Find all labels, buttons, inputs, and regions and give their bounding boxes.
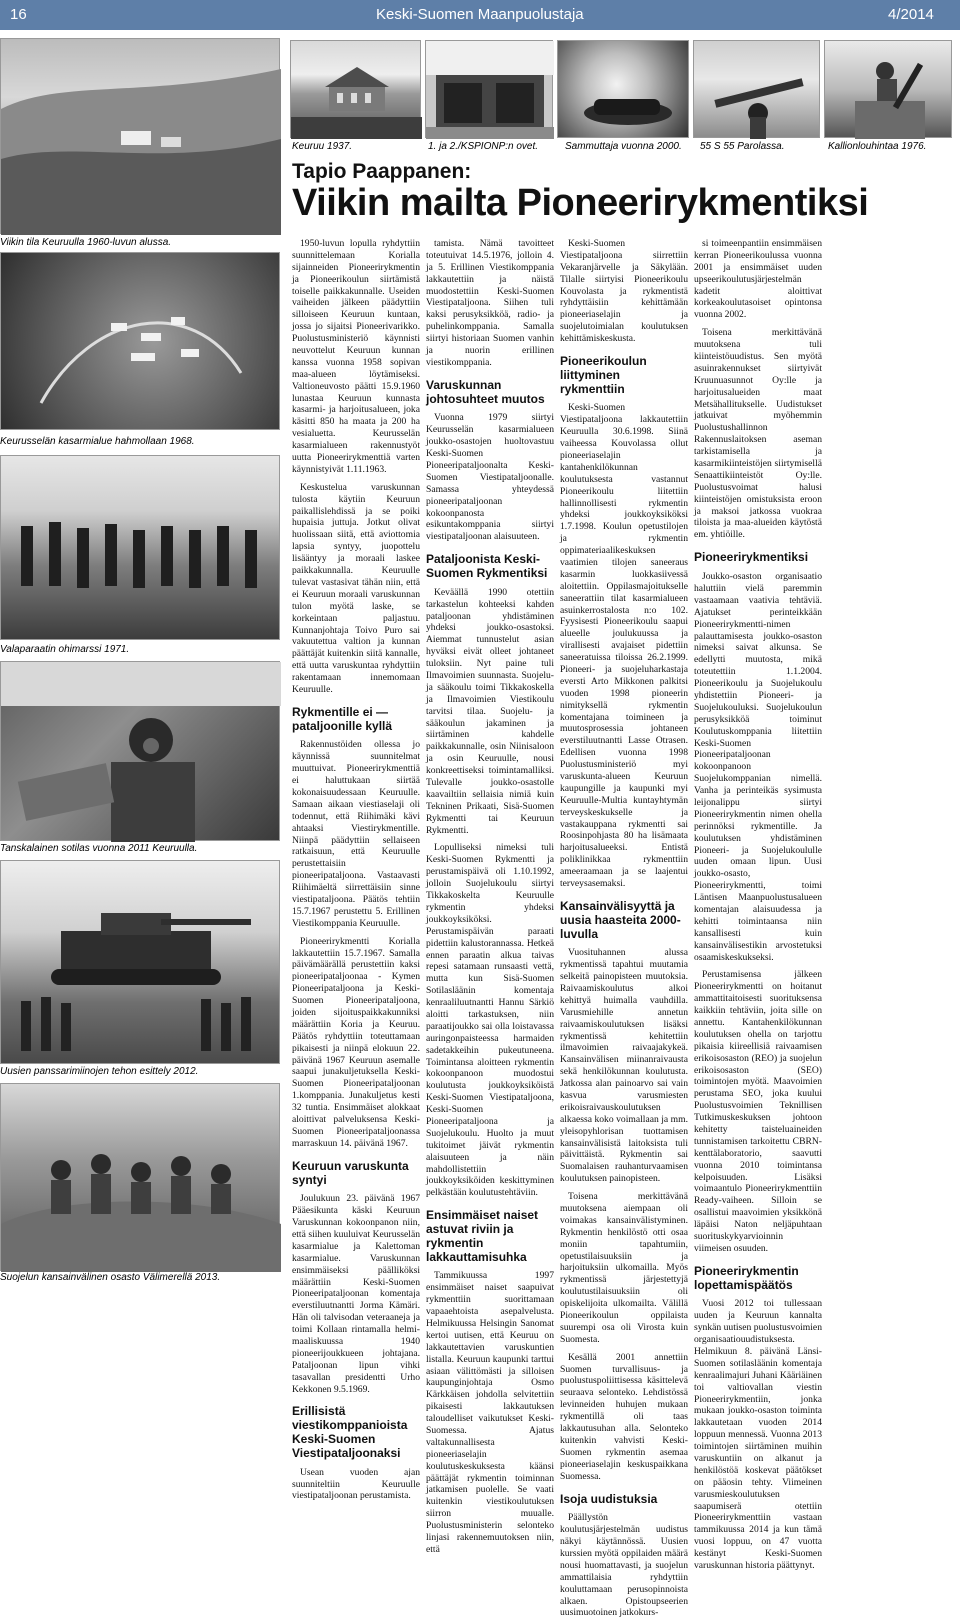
caption-photo-4: 55 S 55 Parolassa. — [700, 141, 785, 152]
photo-55s55 — [693, 40, 820, 138]
subheading: Pioneerikoulun liittyminen rykmenttiin — [560, 354, 647, 396]
photo-kasarmialue — [0, 252, 280, 430]
photo-keuruu-1937 — [290, 40, 421, 138]
subheading: Pioneerirykmentin lopettamispäätös — [694, 1263, 799, 1292]
subheading: Varuskunnan johtosuhteet muutos — [426, 377, 545, 406]
subheading: Erillisistä viestikomppanioista Keski-Suomen Viestipataljoonaksi — [292, 1404, 408, 1460]
paragraph: Toisena merkittävänä muutoksena tuli kiinteistöuudistus. Sen myötä asuinrakennukset siirtyivät Kruunuasunnot Oy:lle ja harjoitusalueiden maat Metsähallitukselle. Uudistukset jatkuivat myöhemmin Puolustushallinnon Rakennuslaitoksen aseman tarkistamisella ja kasarmikiinteistöjen siirtymisellä Senaattikiinteistöt Oy:lle. Puolustusvoimat halusi kiinteistöjen omistuksista eroon ja maksoi jatkossa vuokraa tiloista ja maa-alueiden käytöstä em. yhtiöille. — [694, 327, 822, 541]
article-title: Viikin mailta Pioneerirykmentiksi — [292, 182, 869, 224]
paragraph: tamista. Nämä tavoitteet toteutuivat 14.5.1976, jolloin 4. ja 5. Erillinen Viestikomppania lakkautettiin ja näistä muodostettiin Keski-Suomen Viestipataljoona. Siihen tuli kaksi perusyksikköä, radio- ja puhelinkomppania. Samalla siirtyi historiaan Suomen vanhin ja nuorin erillinen viestikomppania. — [426, 238, 554, 368]
paragraph: Päällystön koulutusjärjestelmän uudistus näkyi käytännössä. Uusien kurssien myötä oppilaiden määrä nousi huomattavasti, ja suojelun ammattilaisia ryhdyttiin kouluttamaan perusopinnoista alkaen. Opistoupseerien uusimuotoinen jatkokurs- — [560, 1512, 688, 1619]
caption-photo-2: 1. ja 2./KSPIONP:n ovet. — [428, 141, 539, 152]
paragraph: Joukko-osaston organisaatio haluttiin vielä paremmin vastaamaan vaativia tehtäviä. Ajatukset perinteikkään Pioneerirykmentti-nimen palauttamisesta joukko-osaston nimeksi saivat alkunsa. Se edellytti muutosta, mikä toteutettiin 1.1.2004. Pioneerikoulu ja Suojelukoulu yhdistettiin Pioneeri- ja Suojelukouluksi. Suojelukoulun perusyksikköä toiminut Koulutuskomppania liitettiin Keski-Suomen Pioneeripataljoonan kokoonpanoon Suojelukomppanian nimellä. Vanha ja perinteikäs sysimusta leijonalippu siirtyi Pioneerirykmentin nimen ohella perinnöksi rykmentille. Ja koulutuksen yhdistäminen Pioneeri- ja Suojelukoululle uuden omaan lipun. Uusi joukko-osasto, Pioneerirykmentti, toimi Läntisen Maanpuolustusalueen komentajan alaisuudessa ja kehitti toimintaansa niin kansallisesti kuin kansainvälisestikin arvostetuksi osaamiskeskukseksi. — [694, 571, 822, 963]
photo-panssarimiinat — [0, 860, 280, 1064]
paragraph: Toisena merkittävänä muutoksena aiempaan oli voimakas kansainvälistyminen. Rykmentin henkilöstö otti osaa moniin tapahtumiin, opetustilaisuuksiin ja harjoituksiin ulkomailla. Myös rykmentissä järjestettyjä koulutustilaisuuksiin oli opiskelijoita ulkomailta. Välillä Pioneerikoulun oppilaista suurempi osa oli Virosta kuin Suomesta. — [560, 1191, 688, 1345]
issue-number: 4/2014 — [888, 6, 934, 23]
caption-photo-1: Keuruu 1937. — [292, 141, 353, 152]
paragraph: si toimeenpantiin ensimmäisen kerran Pioneerikoulussa vuonna 2001 ja ensimmäiset uuden upseerikoulutusjärjestelmän kadetit aloittivat korkeakoulutasoiset opintonsa vuonna 2002. — [694, 238, 822, 321]
paragraph: Keski-Suomen Viestipataljoona lakkautettiin Keuruulla 30.6.1998. Siinä vaiheessa Kouvolassa ollut pioneeriaselajin kantahenkilökunnan koulutuksesta vastannut Pioneerikoulu liitettiin hallinnollisesti rykmentin yhdeksi joukkoyksiköksi 1.7.1998. Koulun opetustilojen ja rykmentin oppimateriaalikeskuksen vaatimien tilojen saneeraus kasarmin luokkasiivessä aloitettiin. Oppilasmajoitukselle saneerattiin tilat kasarmialueen asuinkerrostalosta n:o 102. Fyysisesti Pioneerikoulu saapui alueelle joulukuussa ja virallisesti avajaiset pidettiin saneeratuissa tiloissa 26.2.1999. Pioneeri- ja suojeluharkastaja eversti Arto Mikkonen palkitsi vuoden 1998 pioneerin nimityksellä rykmentin komentajana toimineen ja muutosprosessia johtaneen everstiluutnantti Lasse Otrasen. Edellisen vuonna 1998 Puolustusministeriö myi varuskunta-alueen Keuruun kaupungille ja kaupunki myi Keuruulle-Multia kuntayhtymän terveyskeskukselle ja vastakauppana rykmentti sai Roosinpohjasta 80 ha lisämaata harjoitusalueeksi. Entistä poliklinikkaa rykmenttiin ameeraamaan ja se laajentui terveysasemaksi. — [560, 402, 688, 890]
article-column-1 — [292, 238, 420, 1502]
paragraph: Tammikuussa 1997 ensimmäiset naiset saapuivat rykmenttiin suorittamaan vapaaehtoista asepalvelusta. Helmikuussa Helsingin Sanomat kertoi uutisen, että Keuruu on lakkautettavien varuskuntien listalla. Keuruun kaupunki tarttui asiaan välittömästi ja silloisen kaupunginjohtaja Osmo Kärkkäisen johdolla selvitettiin pikaisesti lakkautuksen taloudelliset vaikutukset Keski-Suomessa. Ajatus valtakunnallisesta pioneeriaselajin koulutuskeskuksesta käänsi päättäjät rykmentin toiminnan jatkamisen puolelle. Se vaati kuitenkin viestikoulutuksen siirron muualle. Puolustusministerin selonteko linjasi rakennemuutoksen niin, että — [426, 1270, 554, 1555]
caption-viikin-tila: Viikin tila Keuruulla 1960-luvun alussa. — [0, 237, 172, 248]
publication-name: Keski-Suomen Maanpuolustaja — [376, 6, 584, 23]
paragraph: Keväällä 1990 otettiin tarkastelun kohteeksi kahden pataljoonan yhdistäminen yhdeksi joukko-osastoksi. Aiemmat tunnustelut asian hyväksi eivät olleet johtaneet tuloksiin. Nyt paine tuli Ilmavoimien suunnasta. Suojelu- ja sääkoulu toimi Tikkakoskella ja Ilmavoimien Viestikoulu tarvitsi tilaa. Suojelu- ja sääkoulun jakaminen ja siirtäminen kahdelle paikkakunnalle, osin Niinisaloon ja osin Keuruulle, nousi konkreettiseksi toimintamalliksi. Tulevalle joukko-osastolle kaavailtiin sellaisia nimiä kuin Tekninen Prikaati, Sisä-Suomen Rykmentti tai Keuruun Rykmentti. — [426, 586, 554, 836]
paragraph: Lopulliseksi nimeksi tuli Keski-Suomen Rykmentti ja perustamispäivä oli 1.10.1992, jolloin Suojelukoulu siirtyi Tikkakoskelta Keuruulle rykmentin yhdeksi joukkoyksiköksi. Perustamispäivän paraati pidettiin kalustorannassa. Hetkeä ennen paraatin alkua taivas repesi satamaan runsaasti vettä, mutta kun Sisä-Suomen Sotilasläänin komentaja kenraaliluutnantti Hannu Särkiö aloitti tarkastuksen, niin paraatijoukko sai olla loistavassa auringonpaisteessa harmaiden sadetakkeihin pukeutuneena. Toimintansa aloitteen rykmentin kokoonpanoon muodostui koulutusta joukkoyksiköistä Keski-Suomen Viestipataljoona, Keski-Suomen Pioneeripataljoona ja Suojelukoulu. Huolto ja muut tukitoimet jäivät rykmentin alaisuuteen ja näin mahdollistettiin joukkoyksiköiden keskittyminen pelkästään koulutustehtäviin. — [426, 842, 554, 1199]
photo-suojelun-osasto — [0, 1083, 280, 1271]
photo-doors — [425, 40, 553, 138]
photo-tanskalainen-sotilas — [0, 661, 280, 841]
subheading: Pioneerirykmentiksi — [694, 550, 809, 565]
article-byline: Tapio Paappanen: — [292, 160, 472, 183]
article-column-4 — [694, 238, 822, 1572]
subheading: Keuruun varuskunta syntyi — [292, 1158, 409, 1187]
caption-suojelun-osasto: Suojelun kansainvälinen osasto Välimerellä 2013. — [0, 1272, 221, 1283]
paragraph: Keski-Suomen Viestipataljoona siirrettiin Vekaranjärvelle ja Säkylään. Tilalle siirtyisi Pioneerikoulu Kouvolasta ja rykmentistä ryhdyttäisiin kehittämään pioneeriaselajin ja suojelutoimialan koulutuksen kehittämiskeskusta. — [560, 238, 688, 345]
page-header — [0, 0, 960, 30]
caption-panssarimiinat: Uusien panssarimiinojen tehon esittely 2012. — [0, 1066, 199, 1077]
subheading: Kansainvälisyyttä ja uusia haasteita 2000-luvulla — [560, 898, 681, 941]
article-column-2 — [426, 238, 554, 1555]
subheading: Isoja uudistuksia — [560, 1491, 658, 1506]
paragraph: Usean vuoden ajan suunniteltiin Keuruulle viestipataljoonan perustamista. — [292, 1466, 420, 1502]
photo-kallionlouhinta — [824, 40, 952, 138]
caption-valaparaati: Valaparaatin ohimarssi 1971. — [0, 644, 130, 655]
article-column-3 — [560, 238, 688, 1619]
caption-photo-5: Kallionlouhintaa 1976. — [828, 141, 927, 152]
paragraph: Vuonna 1979 siirtyi Keurusselän kasarmialueen joukko-osastojen huoltovastuu Keski-Suomen Pioneeripataljoonalta Keski-Suomen Viestipataljoonalle. Samassa yhteydessä pioneeripataljoonan kokoonpanosta esikuntakomppania siirtyi viestipataljoonan alaisuuteen. — [426, 412, 554, 543]
photo-valaparaati — [0, 455, 280, 640]
paragraph: Vuosi 2012 toi tullessaan uuden ja Keuruun kannalta synkän uutisen puolustusvoimien organisaatiouudistuksesta. Helmikuun 8. päivänä Länsi-Suomen sotilasläänin komentaja kenraalimajuri Juhani Kääriäinen toi valtiovallan viestin Pioneerirykmentiin, jonka mukaan joukko-osaston toiminta lakkautetaan vuoden 2014 loppuun mennessä. Vuonna 2013 toimintojen siirtäminen muihin varuskuntiin on alkanut ja henkilöstöä koskevat päätökset on pääosin tehty. Viimeinen varusmieskoulutuksen saapumiserä otettiin Pioneerirykmenttiin vastaan tammikuussa 2014 ja kun tämä vuosi loppuu, on 47 vuotta kestänyt Keski-Suomen varuskunnan historia päättynyt. — [694, 1298, 822, 1572]
paragraph: Vuosituhannen alussa rykmentissä tapahtui muutamia selkeitä painopisteen muutoksia. Raivaamiskoulutus alkoi kehittyä huimalla vauhdilla. Varusmiehille annetun raivaamiskoulutuksen lisäksi rykmentissä kehitettiin ilmavoimien raivaajakykeä. Kansainvälisen miinanraivausta sekä henkilökunnan koulutusta. Jatkossa alan painoarvo sai vain kasvua varusmiesten erikoisraivauskoulutuksen alkaessa koko voimallaan ja mm. yleisopyhlorisan tuottamisen kansainvälisistä laitoksista tuli päivittäistä. Rykmentin sai Suomalaisen rauhanturvaamisen koulutuksen painopisteen. — [560, 947, 688, 1185]
page-number: 16 — [10, 6, 27, 23]
paragraph: Joulukuun 23. päivänä 1967 Pääesikunta käski Keuruun Varuskunnan kokoonpanon niin, että siihen kuuluivat Keurusselän kasarmialue ja Kalettoman kasarmialue. Varuskunnan ensimmäiseksi päälliköksi määrättiin Keski-Suomen Pioneeripataljoonan komentaja everstiluutnantti Jorma Kämäri. Hän oli talvisodan veteraaneja ja toimi Kollaan rintamalla helmi-maaliskuussa 1940 pioneerijoukkueen johtajana. Pataljoonan lipun vihki tasavallan presidentti Urho Kekkonen 9.5.1969. — [292, 1193, 420, 1395]
subheading: Rykmentille ei ― pataljoonille kyllä — [292, 704, 393, 733]
paragraph: Pioneerirykmentti Korialla lakkautettiin 15.7.1967. Samalla päivämäärällä perustettiin kaksi pioneeripataljoonaa - Kymen Pioneeripataljoona ja Keski-Suomen Pioneeripataljoona, joiden sijoituspaikkakunniksi määrättiin Koria ja Keuruu. Päätös ryhdyttiin toteuttamaan pikaisesti ja niinpä elokuun 22. päivänä 1967 Keuruun asemalle saapui junakuljetuksella Keski-Suomen Pioneeripataljoonan 1.komppania. Junakuljetus kesti 32 tuntia. Ensimmäiset alokkaat aloittivat palveluksensa Keski-Suomen Pioneeripataljoonassa marraskuun 14. päivänä 1967. — [292, 935, 420, 1149]
paragraph: Kesällä 2001 annettiin Suomen turvallisuus- ja puolustuspoliittisessa käsittelevä seuraava selonteko. Lehdistössä levinneiden huhujen mukaan rykmentillä oli taas lakkautusuhan alla. Selonteko kuitenkin vahvisti Keski-Suomen rykmentin asemaa pioneeriaselajin keskuspaikkana Suomessa. — [560, 1351, 688, 1482]
caption-tanskalainen: Tanskalainen sotilas vuonna 2011 Keuruulla. — [0, 843, 198, 854]
caption-kasarmialue: Keurusselän kasarmialue hahmollaan 1968. — [0, 436, 195, 447]
subheading: Pataljoonista Keski-Suomen Rykmentiksi — [426, 552, 548, 580]
photo-sammuttaja — [557, 40, 689, 138]
paragraph: Rakennustöiden ollessa jo käynnissä suunnitelmat muuttuivat. Pioneerirykmenttiä ei haluttukaan siirtää kokonaisuudessaan Keuruulle. Samaan aikaan viestiaselaji oli todennut, että Riihimäki kävi ahtaaksi Viestirykmentille. Niinpä päädyttiin sellaiseen ratkaisuun, että Keuruulle perustettaisiin pioneeripataljoona. Vastaavasti Riihimäeltä siirrettäisiin sinne viestipataljoona. Päätös tehtiin 15.7.1967 perustettu 5. Erillinen Viestikomppania Keuruulle. — [292, 739, 420, 929]
caption-photo-3: Sammuttaja vuonna 2000. — [565, 141, 682, 152]
paragraph: Perustamisensa jälkeen Pioneerirykmentti on hoitanut ammattitaitoisesti suorituksensa kaikkiin tehtäviin, joita sille on annettu. Kantahenkilökunnan koulutuksen ohella on tarjottu pikaisia kiireellisiä raivaamisen erikoisosaston (REO) ja suojelun erikoisosaston (SEO) toimintojen myötä. Maavoimien perustama SEO, joka kuului Puolustusvoimien Teknillisen Tutkimuskeskuksen johtoon kehitetty taisteluaineiden tunnistamisen tarkoitettu CBRN-kenttälaboratorio, saavutti vuonna 2010 toimintansa kelpoisuuden. Lisäksi voimaantulo Pioneerirykmenttiin Ready-vaiheen. Silloin se osallistui maavoimien yksikkönä läpäisi Naton neljäpuhtaan suorituskykyarvioinnin viimeisen osuuden. — [694, 969, 822, 1254]
paragraph: Keskustelua varuskunnan tulosta käytiin Keuruun paikallislehdissä ja se poiki hupaisia juttuja. Jotkut olivat huolissaan siitä, että aviottomia lapsia syntyy, juopottelu lisääntyy ja moraali laskee paikkakunnalla. Keuruulle tulevat vastasivat tähän niin, että ei Keuruun moraali varuskunnan tulon myötä laske, se korkeintaan paljastuu. Kunnanjohtaja Toivo Puro sai vakuutettua valtion ja kunnan päättäjät kuitenkin siitä kannalle, että uutta varuskuntaa ryhdyttiin rakentamaan innemomaan Keuruulle. — [292, 481, 420, 695]
subheading: Ensimmäiset naiset astuvat riviin ja rykmentin lakkauttamisuhka — [426, 1208, 539, 1264]
photo-viikin-tila — [0, 38, 280, 234]
paragraph: 1950-luvun lopulla ryhdyttiin suunnittelemaan Korialla sijainneiden Pioneerirykmentin ja Pioneerikoulun siirtämistä toiselle paikkakunnalle. Useiden vaiheiden jälkeen päädyttiin silloiseen Keuruun kuntaan, jossa jo sijaitsi Pioneerivarikko. Puolustusministeriö käynnisti neuvottelut Keuruun kunnan kanssa vuonna 1958 sopivan maa-alueen löytämiseksi. Valtioneuvosto päätti 15.9.1960 lunastaa Keuruun kunnasta kasarmi- ja harjoitusalueen, joka käsitti 850 ha maata ja 200 ha vesialuetta. Keurusselän kasarmialueen rakennustyöt uutta Pioneerirykmenttiä varten käynnistyivät 1.11.1963. — [292, 238, 420, 475]
article-column-5 — [828, 238, 956, 1278]
